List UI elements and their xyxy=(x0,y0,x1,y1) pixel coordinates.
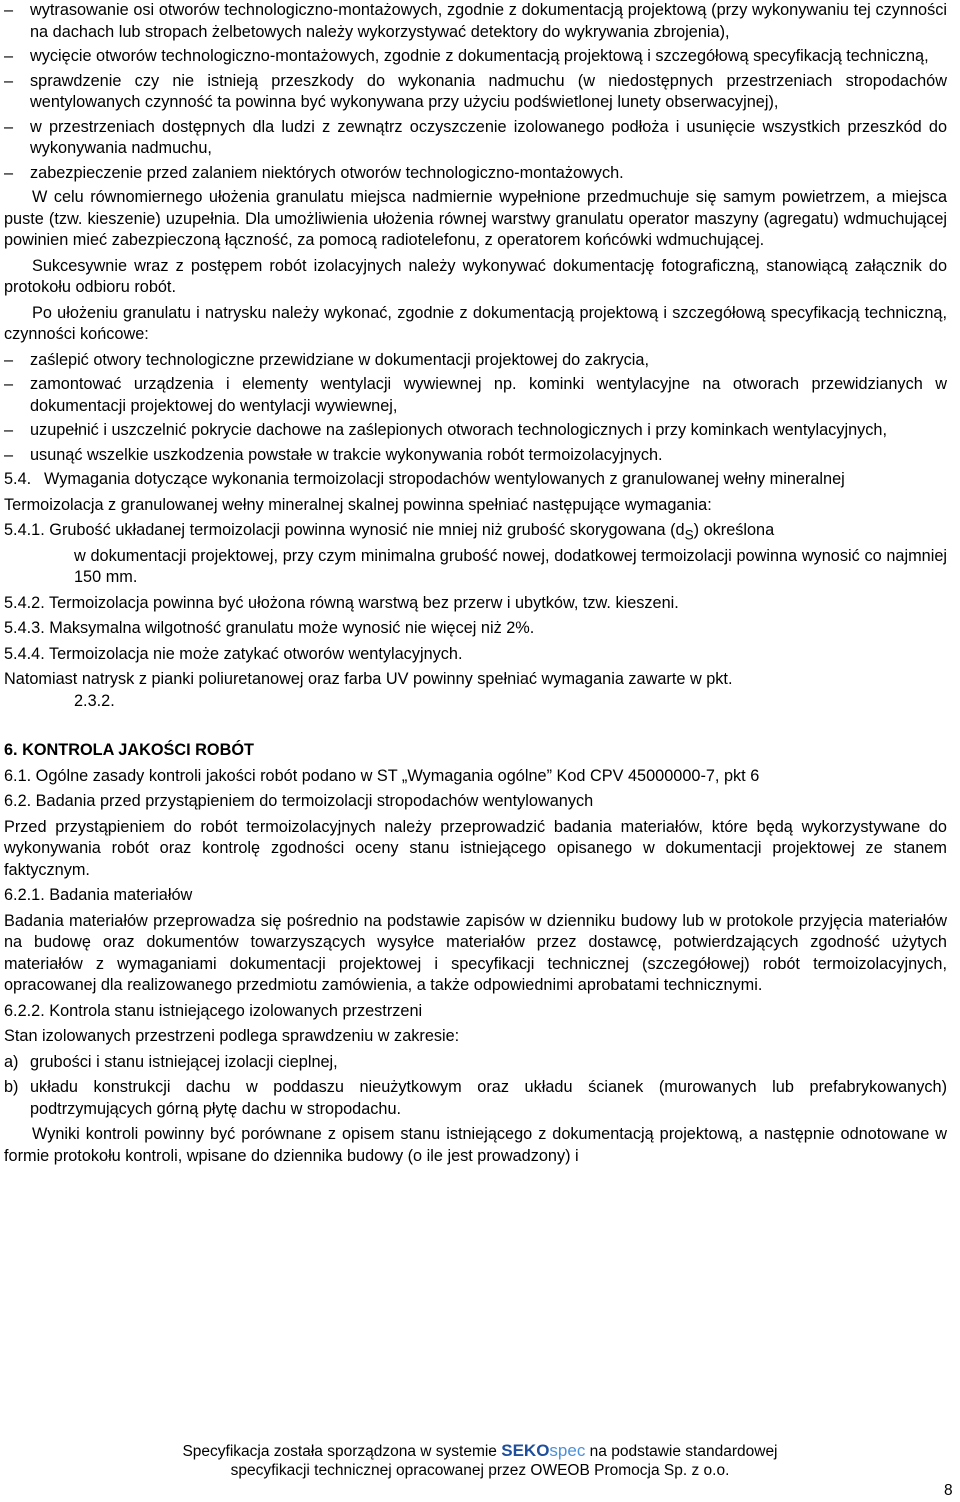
bullet-item: – w przestrzeniach dostępnych dla ludzi z zewnątrz oczyszczenie izolowanego podłoża i usunięcie wszystkich przeszkód do wykonywania nadmuchu, xyxy=(4,117,947,157)
footer-line-2: specyfikacji technicznej opracowanej przez OWEOB Promocja Sp. z o.o. xyxy=(230,1462,730,1479)
list-item-a: a) grubości i stanu istniejącej izolacji cieplnej, xyxy=(4,1052,338,1071)
paragraph-dokumentacja: Sukcesywnie wraz z postępem robót izolacyjnych należy wykonywać dokumentację fotograficzną, stanowiącą załącznik do protokołu odbioru robót. xyxy=(4,256,947,296)
bullet-item: – wytrasowanie osi otworów technologiczno-montażowych, zgodnie z dokumentacją projektową (przy wykonywaniu tej czynności na dachach lub stropach żelbetowych należy wykorzystywać detektory do wykrywania zbrojenia), xyxy=(4,1,947,41)
bullet-item: – usunąć wszelkie uszkodzenia powstałe w trakcie wykonywania robót termoizolacyjnych. xyxy=(4,445,663,464)
paragraph-wyniki: Wyniki kontroli powinny być porównane z opisem stanu istniejącego z dokumentacją projektową, a następnie odnotowane w formie protokołu kontroli, wpisane do dziennika budowy (o ile jest prowadzony) i xyxy=(4,1125,947,1165)
section-6-2: 6.2. Badania przed przystąpieniem do termoizolacji stropodachów wentylowanych xyxy=(4,792,594,811)
paragraph-granulat: W celu równomiernego ułożenia granulatu miejsca nadmiernie wypełnione przedmuchuje się samym powietrzem, a miejsca puste (tzw. kieszenie) uzupełnia. Dla umożliwienia ułożenia równej warstwy granulatu operator maszyny (agregatu) wdmuchującej powinien mieć zabezpieczoną łączność, za pomocą radiotelefonu, z operatorem końcówki wdmuchującej. xyxy=(4,188,947,249)
bullet-item: – zaślepić otwory technologiczne przewidziane w dokumentacji projektowej do zakrycia, xyxy=(4,350,649,369)
section-5-4-heading: 5.4. Wymagania dotyczące wykonania termoizolacji stropodachów wentylowanych z granulowanej wełny mineralnej xyxy=(4,470,845,488)
requirement-5-4-3: 5.4.3. Maksymalna wilgotność granulatu może wynosić nie więcej niż 2%. xyxy=(4,619,535,638)
section-6-2-1: 6.2.1. Badania materiałów xyxy=(4,886,193,905)
document-body xyxy=(4,0,947,1171)
page-number: 8 xyxy=(944,1482,953,1499)
requirement-5-4-2: 5.4.2. Termoizolacja powinna być ułożona równą warstwą bez przerw i ubytków, tzw. kieszeni. xyxy=(4,593,679,612)
brand-logo: SEKOspec xyxy=(501,1441,586,1460)
bullet-item: – zabezpieczenie przed zalaniem niektórych otworów technologiczno-montażowych. xyxy=(4,163,624,182)
page-footer xyxy=(0,1441,960,1480)
section-6-1: 6.1. Ogólne zasady kontroli jakości robót podano w ST „Wymagania ogólne” Kod CPV 45000000-7, pkt 6 xyxy=(4,766,760,785)
paragraph-6-2: Przed przystąpieniem do robót termoizolacyjnych należy przeprowadzić badania materiałów, które będą wykorzystywane do wykonywania robót oraz kontrolę zgodności oceny stanu istniejącego opisanego w dokumentacji projektowej ze stanem faktycznym. xyxy=(4,817,947,879)
paragraph-wymagania: Termoizolacja z granulowanej wełny mineralnej skalnej powinna spełniać następujące wymagania: xyxy=(4,495,712,514)
footer-line-1: Specyfikacja została sporządzona w systemie SEKOspec na podstawie standardowej xyxy=(182,1441,778,1460)
section-6-heading: 6. KONTROLA JAKOŚCI ROBÓT xyxy=(4,741,254,760)
paragraph-po-ulozeniu: Po ułożeniu granulatu i natrysku należy wykonać, zgodnie z dokumentacją projektową i szczegółową specyfikacją techniczną, czynności końcowe: xyxy=(4,303,947,343)
section-6-2-2: 6.2.2. Kontrola stanu istniejącego izolowanych przestrzeni xyxy=(4,1001,423,1020)
paragraph-stan: Stan izolowanych przestrzeni podlega sprawdzeniu w zakresie: xyxy=(4,1027,460,1046)
requirement-5-4-4: 5.4.4. Termoizolacja nie może zatykać otworów wentylacyjnych. xyxy=(4,644,463,663)
list-item-b: b) układu konstrukcji dachu w poddaszu nieużytkowym oraz układu ścianek (murowanych lub prefabrykowanych) podtrzymujących górną płytę dachu w stropodachu. xyxy=(4,1078,947,1118)
paragraph-natomiast: Natomiast natrysk z pianki poliuretanowej oraz farba UV powinny spełniać wymagania zawarte w pkt. 2.3.2. xyxy=(4,670,733,710)
paragraph-6-2-1: Badania materiałów przeprowadza się pośrednio na podstawie zapisów w dzienniku budowy lub w protokole przyjęcia materiałów na budowę oraz dokumentów towarzyszących wysyłce materiałów przez dostawcę, potwierdzających zgodność użytych materiałów z wymaganiami dokumentacji projektowej i specyfikacji technicznej (szczegółowej) robót termoizolacyjnych, opracowanej dla realizowanego przedmiotu zamówienia, a także odpowiednimi aprobatami technicznymi. xyxy=(4,911,947,995)
bullet-item: – uzupełnić i uszczelnić pokrycie dachowe na zaślepionych otworach technologicznych i przy kominkach wentylacyjnych, xyxy=(4,421,887,439)
bullet-item: – zamontować urządzenia i elementy wentylacji wywiewnej np. kominki wentylacyjne na otworach przewidzianych w dokumentacji projektowej do wentylacji wywiewnej, xyxy=(4,375,947,415)
bullet-item: – wycięcie otworów technologiczno-montażowych, zgodnie z dokumentacją projektową i szczegółową specyfikacją techniczną, xyxy=(4,47,929,65)
bullet-item: – sprawdzenie czy nie istnieją przeszkody do wykonania nadmuchu (w niedostępnych przestrzeniach stropodachów wentylowanych czynność ta powinna być wykonywana przy użyciu podświetlonej lunety obserwacyjnej), xyxy=(4,71,947,111)
requirement-5-4-1: 5.4.1. Grubość układanej termoizolacji powinna wynosić nie mniej niż grubość skorygowana $(d_S)$ określona w dokumentacji projektowej, przy czym minimalna grubość nowej, dodatkowej termoizolacji powinna wynosić co najmniej 150 mm. xyxy=(4,521,947,587)
